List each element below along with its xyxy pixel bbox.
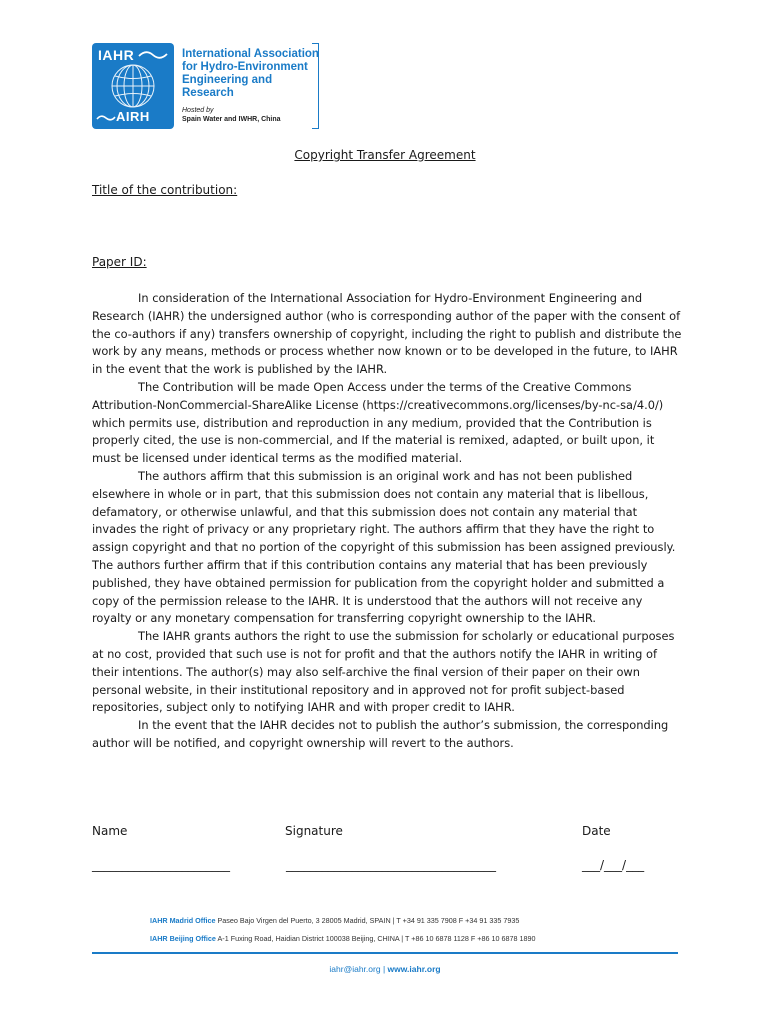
signature-field[interactable]: ___________________________________ — [286, 858, 496, 872]
footer-separator: | — [382, 964, 386, 974]
hosted-by-text: Spain Water and IWHR, China — [182, 116, 281, 123]
footer-contact — [0, 964, 770, 974]
agreement-paragraph: In the event that the IAHR decides not to publish the author’s submission, the corresponding author will be notified, and copyright ownership will revert to the authors. — [92, 718, 669, 750]
wave-icon — [96, 113, 116, 123]
hosted-label: Hosted by — [182, 107, 214, 114]
logo-bracket — [312, 43, 319, 129]
madrid-office-details: Paseo Bajo Virgen del Puerto, 3 28005 Madrid, SPAIN | T +34 91 335 7908 F +34 91 335 7935 — [217, 916, 520, 925]
agreement-paragraph: The IAHR grants authors the right to use the submission for scholarly or educational purposes at no cost, provided that such use is not for profit and that the authors notify the IAHR in writing of their intentions. The author(s) may also self-archive the final version of their paper on their own personal website, in their institutional repository and in approved not for profit subject-based repositories, subject only to notifying IAHR and with proper credit to IAHR. — [92, 629, 675, 715]
document-title: Copyright Transfer Agreement — [294, 148, 476, 162]
beijing-office-label: IAHR Beijing Office — [150, 934, 216, 943]
beijing-office-line — [150, 934, 535, 943]
madrid-office-label: IAHR Madrid Office — [150, 916, 216, 925]
organization-name — [182, 48, 322, 100]
date-label: Date — [582, 824, 611, 838]
org-name-line: International Association — [182, 48, 319, 60]
email-link[interactable]: iahr@iahr.org — [329, 964, 381, 974]
date-field[interactable]: ___/___/___ — [582, 858, 645, 872]
org-name-line: for Hydro-Environment — [182, 61, 308, 73]
hosted-by — [182, 106, 281, 124]
agreement-paragraph: The authors affirm that this submission is an original work and has not been published elsewhere in whole or in part, that this submission does not contain any material that is libellous, defamatory, or otherwise unlawful, and that this submission does not contain any material that invades the right of privacy or any proprietary right. The authors affirm that they have the right to assign copyright and that no portion of the copyright of this submission has been assigned previously. The authors further affirm that if this contribution contains any material that has been previously published, they have obtained permission for publication from the copyright holder and submitted a copy of the permission release to the IAHR. It is understood that the authors will not receive any royalty or any monetary compensation for transferring copyright ownership to the IAHR. — [92, 468, 676, 626]
org-name-line: Engineering and Research — [182, 74, 273, 99]
logo-top-text: IAHR — [98, 47, 135, 63]
agreement-paragraph: The Contribution will be made Open Access under the terms of the Creative Commons Attribution-NonCommercial-ShareAlike License (https://creativecommons.org/licenses/by-nc-sa/4.0/) which permits use, distribution and reproduction in any medium, provided that the Contribution is properly cited, the use is non-commercial, and If the material is remixed, adapted, or built upon, it must be licensed under identical terms as the modified material. — [92, 379, 664, 466]
paper-id-label: Paper ID: — [92, 255, 147, 269]
name-field[interactable]: _______________________ — [92, 858, 230, 872]
wave-icon — [138, 49, 168, 61]
agreement-body — [92, 290, 682, 753]
footer-divider — [92, 952, 678, 954]
logo-bottom-text: AIRH — [116, 109, 150, 124]
name-label: Name — [92, 824, 128, 838]
contribution-title-label: Title of the contribution: — [92, 183, 238, 197]
globe-icon — [110, 63, 156, 109]
iahr-logo — [92, 43, 174, 129]
beijing-office-details: A-1 Fuxing Road, Haidian District 100038 Beijing, CHINA | T +86 10 6878 1128 F +86 10 6878 1890 — [217, 934, 536, 943]
website-link[interactable]: www.iahr.org — [387, 964, 441, 974]
madrid-office-line — [150, 916, 519, 925]
signature-label: Signature — [285, 824, 343, 838]
agreement-paragraph: In consideration of the International Association for Hydro-Environment Engineering and Research (IAHR) the undersigned author (who is corresponding author of the paper with the consent of the co-authors if any) transfers ownership of copyright, including the right to publish and distribute the work by any means, methods or process whether now known or to be developed in the future, to IAHR in the event that the work is published by the IAHR. — [92, 291, 682, 377]
